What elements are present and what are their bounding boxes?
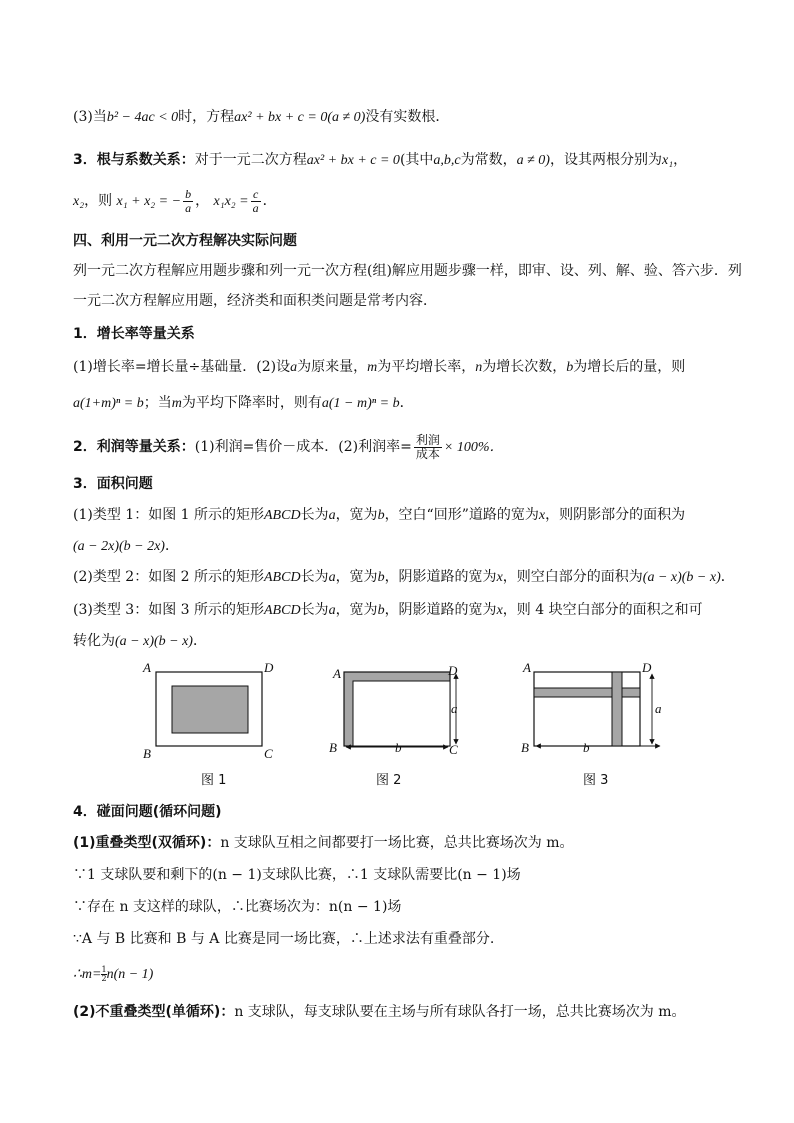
reason-4 [73, 962, 153, 987]
text: ． [399, 395, 414, 411]
text: ， [673, 152, 688, 168]
text: × 100%． [443, 440, 504, 455]
area-title: 3．面积问题 [73, 476, 153, 492]
figure-3 [521, 660, 662, 755]
var-b: b [377, 603, 385, 618]
para-vieta-heading-line [73, 151, 687, 170]
label-A: A [333, 666, 341, 681]
label-B: B [143, 746, 151, 761]
text: 长为 [300, 569, 329, 585]
decline-formula: a(1 − m)ⁿ = b [321, 396, 400, 411]
rect-name: ABCD [264, 570, 301, 585]
var-a: a [328, 570, 336, 585]
figures-panel [0, 655, 794, 765]
label-A: A [523, 660, 531, 675]
denominator: a [185, 200, 192, 215]
caption-figure-3: 图 3 [583, 773, 609, 788]
condition: a ≠ 0) [516, 153, 550, 168]
vertical-road [612, 672, 622, 746]
var-n: n [475, 360, 483, 375]
text: 长为 [300, 602, 329, 618]
text: 为平均下降率时，则有 [181, 395, 322, 411]
var-m: m [367, 360, 378, 375]
text: (1)利润=售价－成本．(2)利润率= [194, 439, 412, 455]
single-round-heading: (2)不重叠类型(单循环)： [73, 1004, 235, 1020]
root-x2: x₂ [73, 194, 85, 209]
text: (2)类型 2：如图 2 所示的矩形 [73, 569, 264, 585]
horizontal-road [534, 688, 640, 697]
var-x: x [496, 603, 503, 618]
area-formula: (a − 2x)(b − 2x) [73, 539, 165, 554]
figure-1 [142, 660, 274, 761]
text: ，则 4 块空白部分的面积之和可 [502, 602, 703, 618]
text: ∴m= [73, 967, 102, 982]
label-A: A [143, 660, 151, 675]
quadratic-equation: ax² + bx + c = 0 [306, 153, 400, 168]
profit-heading: 2．利润等量关系： [73, 439, 195, 455]
condition-formula: b² − 4ac < 0 [106, 110, 179, 125]
vieta-heading: 3．根与系数关系： [73, 152, 195, 168]
figure-2 [329, 663, 458, 757]
intro-line-2: 一元二次方程解应用题，经济类和面积类问题是常考内容． [73, 293, 437, 309]
area-formula: (a − x)(b − x) [642, 570, 721, 585]
match-double-line [73, 834, 574, 852]
text: 没有实数根． [365, 109, 450, 125]
text: ，则阴影部分的面积为 [545, 507, 686, 523]
denominator: a [252, 200, 259, 215]
text: (3)当 [73, 109, 107, 125]
match-single-line [73, 1003, 686, 1021]
text: ，则 [84, 193, 113, 209]
fraction-c-over-a [251, 188, 261, 215]
text: 为增长次数， [482, 359, 567, 375]
var-a: a [290, 360, 298, 375]
text: 为平均增长率， [377, 359, 476, 375]
label-B: B [329, 740, 337, 755]
caption-figure-2: 图 2 [376, 773, 402, 788]
text: ． [720, 569, 735, 585]
text: ． [164, 538, 179, 554]
text: ， [195, 193, 210, 209]
text: (3)类型 3：如图 3 所示的矩形 [73, 602, 264, 618]
label-B: B [521, 740, 529, 755]
label-b: b [583, 740, 590, 755]
label-D: D [264, 660, 274, 675]
text: ，宽为 [335, 602, 378, 618]
outer-rect [534, 672, 640, 746]
denominator: 成本 [415, 446, 440, 461]
var-x: x [538, 508, 546, 523]
intro-line-1: 列一元二次方程解应用题步骤和列一元一次方程(组)解应用题步骤一样，即审、设、列、解、验、答六步．列 [73, 263, 742, 279]
var-a: a [328, 603, 336, 618]
var-a: a [328, 508, 336, 523]
text: n 支球队互相之间都要打一场比赛，总共比赛场次为 m。 [220, 835, 574, 851]
label-D: D [448, 663, 458, 678]
reason-3: ∵A 与 B 比赛和 B 与 A 比赛是同一场比赛，∴上述求法有重叠部分. [73, 931, 495, 947]
label-a: a [451, 701, 458, 716]
var-b: b [377, 508, 385, 523]
formula: n(n − 1) [106, 967, 154, 982]
rect-name: ABCD [264, 508, 301, 523]
coefficients: a,b,c [433, 153, 461, 168]
match-title: 4．碰面问题(循环问题) [73, 804, 222, 820]
var-m: m [171, 396, 182, 411]
label-C: C [264, 746, 273, 761]
para-no-real-roots [73, 108, 449, 127]
profit-line [73, 432, 504, 463]
product-formula: x₁x₂ = [213, 194, 249, 209]
blank-rect [353, 681, 450, 746]
text: ，宽为 [335, 569, 378, 585]
text: 为常数， [460, 152, 517, 168]
section-title: 四、利用一元二次方程解决实际问题 [73, 233, 297, 249]
sum-formula: x₁ + x₂ = − [116, 194, 182, 209]
text: ，设其两根分别为 [549, 152, 662, 168]
text: n 支球队，每支球队要在主场与所有球队各打一场，总共比赛场次为 m。 [234, 1004, 686, 1020]
numerator: b [185, 186, 192, 201]
text: ． [192, 633, 207, 649]
text: 长为 [300, 507, 329, 523]
text: 时，方程 [178, 109, 235, 125]
area-type1-line1 [73, 506, 685, 525]
var-x: x [496, 570, 503, 585]
text: ，宽为 [335, 507, 378, 523]
growth-formula: a(1+m)ⁿ = b [73, 396, 144, 411]
double-round-heading: (1)重叠类型(双循环)： [73, 835, 221, 851]
text: ． [262, 193, 277, 209]
text: ，空白“回形”道路的宽为 [384, 507, 539, 523]
label-D: D [642, 660, 652, 675]
area-type3-line1 [73, 601, 703, 620]
area-formula: (a − x)(b − x) [115, 634, 193, 649]
text: 转化为 [73, 633, 115, 649]
denominator: 2 [101, 973, 107, 983]
area-type1-line2 [73, 537, 179, 556]
text: (1)增长率=增长量÷基础量．(2)设 [73, 359, 291, 375]
area-type2-line [73, 568, 735, 587]
growth-title: 1．增长率等量关系 [73, 326, 195, 342]
quadratic-equation: ax² + bx + c = 0(a ≠ 0) [234, 110, 366, 125]
text: ，阴影道路的宽为 [384, 602, 497, 618]
numerator: 利润 [415, 432, 440, 447]
area-type3-line2 [73, 632, 207, 651]
text: ；当 [143, 395, 172, 411]
label-a: a [655, 701, 662, 716]
para-vieta-formulas [73, 186, 277, 217]
text: ，则空白部分的面积为 [502, 569, 643, 585]
text: ，阴影道路的宽为 [384, 569, 497, 585]
text: (1)类型 1：如图 1 所示的矩形 [73, 507, 264, 523]
var-b: b [377, 570, 385, 585]
shaded-rect [172, 686, 248, 733]
var-b: b [566, 360, 574, 375]
fraction-profit-over-cost [414, 434, 442, 461]
caption-figure-1: 图 1 [201, 773, 227, 788]
numerator: 1 [101, 964, 107, 974]
reason-2: ∵存在 n 支这样的球队，∴比赛场次为：n(n − 1)场 [73, 899, 402, 915]
label-C: C [449, 742, 458, 757]
text: 为原来量， [297, 359, 368, 375]
growth-line-1 [73, 358, 685, 377]
text: 为增长后的量，则 [573, 359, 686, 375]
text: 对于一元二次方程 [194, 152, 307, 168]
label-b: b [395, 740, 402, 755]
fraction-b-over-a [183, 188, 193, 215]
text: (其中 [399, 152, 434, 168]
root-x1: x₁ [661, 153, 674, 168]
reason-1: ∵1 支球队要和剩下的(n − 1)支球队比赛，∴1 支球队需要比(n − 1)场 [73, 867, 521, 883]
rect-name: ABCD [264, 603, 301, 618]
numerator: c [251, 188, 261, 202]
growth-line-2 [73, 394, 414, 413]
